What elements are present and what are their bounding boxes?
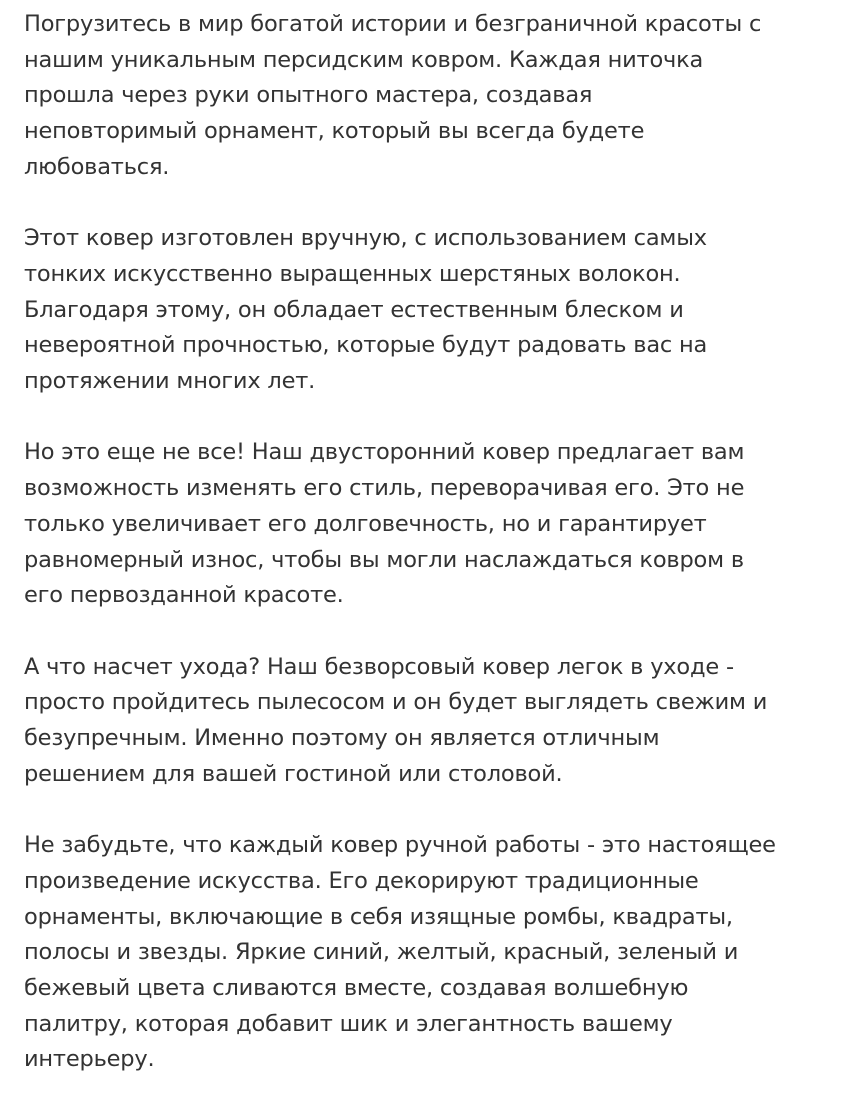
- text-line: решением для вашей гостиной или столовой.: [24, 760, 563, 787]
- text-line: Погрузитесь в мир богатой истории и безграничной красоты с: [24, 11, 762, 37]
- text-line: невероятной прочностью, которые будут радовать вас на: [24, 332, 708, 359]
- product-description: [24, 7, 834, 1114]
- text-line: протяжении многих лет.: [24, 368, 316, 395]
- paragraph-intro: [24, 7, 834, 186]
- text-line: А что насчет ухода? Наш безворсовый ковер легок в уходе -: [24, 653, 734, 680]
- paragraph-care: [24, 650, 834, 793]
- text-line: интерьеру.: [24, 1046, 155, 1073]
- text-line: Но это еще не все! Наш двусторонний ковер предлагает вам: [24, 439, 745, 466]
- text-line: бежевый цвета сливаются вместе, создавая волшебную: [24, 974, 689, 1001]
- text-line: Этот ковер изготовлен вручную, с использованием самых: [24, 225, 707, 252]
- text-line: полосы и звезды. Яркие синий, желтый, красный, зеленый и: [24, 939, 739, 966]
- text-line: нашим уникальным персидским ковром. Каждая ниточка: [24, 46, 704, 73]
- text-line: неповторимый орнамент, который вы всегда будете: [24, 118, 645, 145]
- text-line: равномерный износ, чтобы вы могли наслаждаться ковром в: [24, 546, 744, 573]
- text-line: Не забудьте, что каждый ковер ручной работы - это настоящее: [24, 832, 776, 859]
- text-line: просто пройдитесь пылесосом и он будет выглядеть свежим и: [24, 689, 768, 716]
- paragraph-handmade: [24, 221, 834, 400]
- text-line: тонких искусственно выращенных шерстяных волокон.: [24, 260, 681, 287]
- text-line: орнаменты, включающие в себя изящные ромбы, квадраты,: [24, 903, 733, 930]
- text-line: безупречным. Именно поэтому он является отличным: [24, 725, 660, 752]
- text-line: палитру, которая добавит шик и элегантность вашему: [24, 1010, 673, 1037]
- text-line: произведение искусства. Его декорируют традиционные: [24, 867, 699, 894]
- text-line: только увеличивает его долговечность, но и гарантирует: [24, 510, 707, 537]
- paragraph-artwork: [24, 828, 834, 1078]
- text-line: Благодаря этому, он обладает естественным блеском и: [24, 296, 684, 323]
- paragraph-reversible: [24, 435, 834, 614]
- text-line: возможность изменять его стиль, переворачивая его. Это не: [24, 475, 745, 502]
- text-line: прошла через руки опытного мастера, создавая: [24, 82, 593, 109]
- text-line: любоваться.: [24, 153, 170, 180]
- text-line: его первозданной красоте.: [24, 582, 344, 609]
